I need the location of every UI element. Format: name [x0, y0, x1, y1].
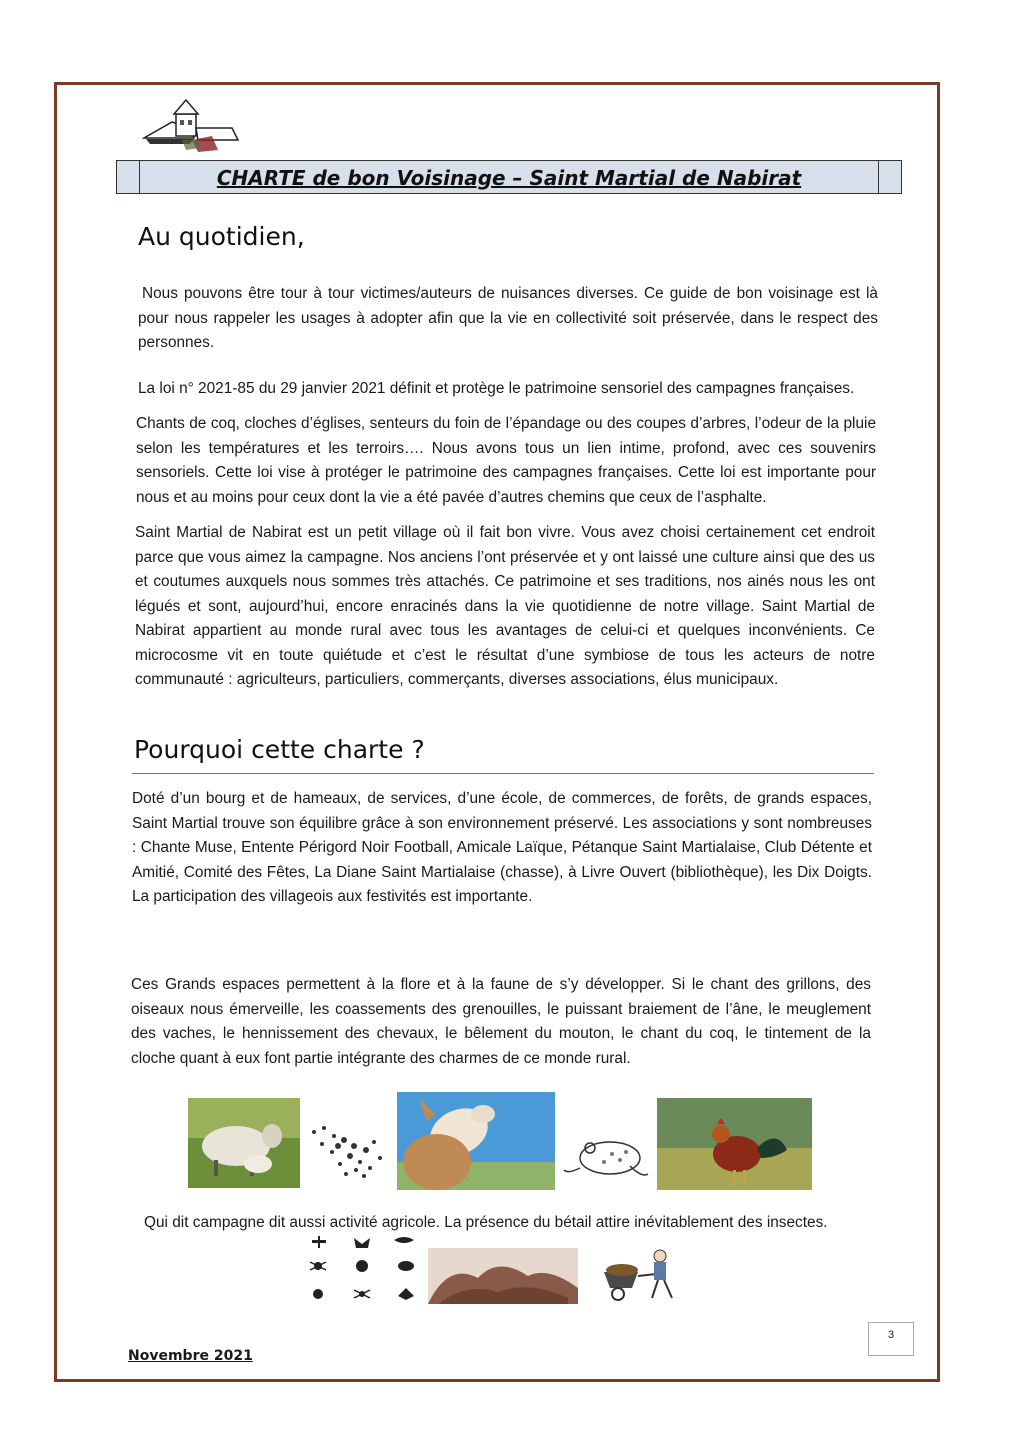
- paragraph-fauna: Ces Grands espaces permettent à la flore et à la faune de s’y développer. Si le chant des grillons, des oiseaux nous émerveille, les coassements des grenouilles, le puissant braiement de l’âne, le meuglement des vaches, le hennissement des chevaux, le bêlement du mouton, le chant du coq, le tintement de la cloche quant à eux font partie intégrante des charmes de ce monde rural.: [131, 976, 871, 1067]
- insects-grid-icon: [302, 1234, 426, 1306]
- title-bar: [116, 160, 902, 194]
- paragraph-associations: Doté d’un bourg et de hameaux, de services, d’une école, de commerces, de forêts, de grands espaces, Saint Martial trouve son équilibre grâce à son environnement préservé. Les associations y sont nombreuses : Chante Muse, Entente Périgord Noir Football, Amicale Laïque, Pétanque Saint Martialaise, Club Détente et Amitié, Comité des Fêtes, La Diane Saint Martialaise (chasse), à Livre Ouvert (bibliothèque), les Dix Doigts. La participation des villageois aux festivités est importante.: [132, 790, 872, 905]
- section-divider: [132, 773, 874, 774]
- village-church-icon: [142, 98, 242, 154]
- footer-date: Novembre 2021: [128, 1348, 253, 1364]
- page-number: 3: [868, 1322, 914, 1356]
- document-title: CHARTE de bon Voisinage – Saint Martial de Nabirat: [216, 166, 802, 190]
- paragraph-law: La loi n° 2021-85 du 29 janvier 2021 définit et protège le patrimoine sensoriel des campagnes françaises.: [138, 380, 855, 397]
- manure-pile-photo: [428, 1248, 578, 1304]
- paragraph-sensory-heritage: Chants de coq, cloches d’églises, senteurs du foin de l’épandage ou des coupes d’arbres, l’odeur de la pluie selon les températures et les terroirs…. Nous avons tous un lien intime, profond, avec ces souvenirs sensoriels. Cette loi vise à protéger le patrimoine des campagnes françaises. Cette loi est importante pour nous et au moins pour ceux dont la vie a été pavée d’autres chemins que ceux de l’asphalte.: [136, 415, 876, 506]
- donkey-photo: [397, 1092, 555, 1190]
- rooster-photo: [657, 1098, 812, 1190]
- sheep-photo: [188, 1098, 300, 1188]
- heading-pourquoi-cette-charte: Pourquoi cette charte ?: [134, 735, 425, 764]
- image-caption: Qui dit campagne dit aussi activité agricole. La présence du bétail attire inévitablement des insectes.: [144, 1214, 828, 1231]
- paragraph-village: Saint Martial de Nabirat est un petit village où il fait bon vivre. Vous avez choisi certainement cet endroit parce que vous aimez la campagne. Nos anciens l’ont préservée et y ont laissé une culture ainsi que des us et coutumes auxquels nous sommes très attachés. Ce patrimoine et ses traditions, nos ainés nous les ont légués et sont, aujourd’hui, encore enracinés dans la vie quotidienne de notre village. Saint Martial de Nabirat appartient au monde rural avec tous les avantages de celui-ci et quelques inconvénients. Ce microcosme vit en toute quiétude et c’est le résultat d’une symbiose de tous les acteurs de notre communauté : agriculteurs, particuliers, commerçants, diverses associations, élus municipaux.: [135, 524, 875, 688]
- heading-au-quotidien: Au quotidien,: [138, 222, 305, 251]
- wheelbarrow-farmer-icon: [598, 1244, 694, 1304]
- bird-flock-sketch: [304, 1118, 394, 1184]
- paragraph-intro: Nous pouvons être tour à tour victimes/auteurs de nuisances diverses. Ce guide de bon voisinage est là pour nous rappeler les usages à adopter afin que la vie en collectivité soit préservée, dans le respect des personnes.: [138, 285, 878, 351]
- frog-sketch: [560, 1130, 652, 1186]
